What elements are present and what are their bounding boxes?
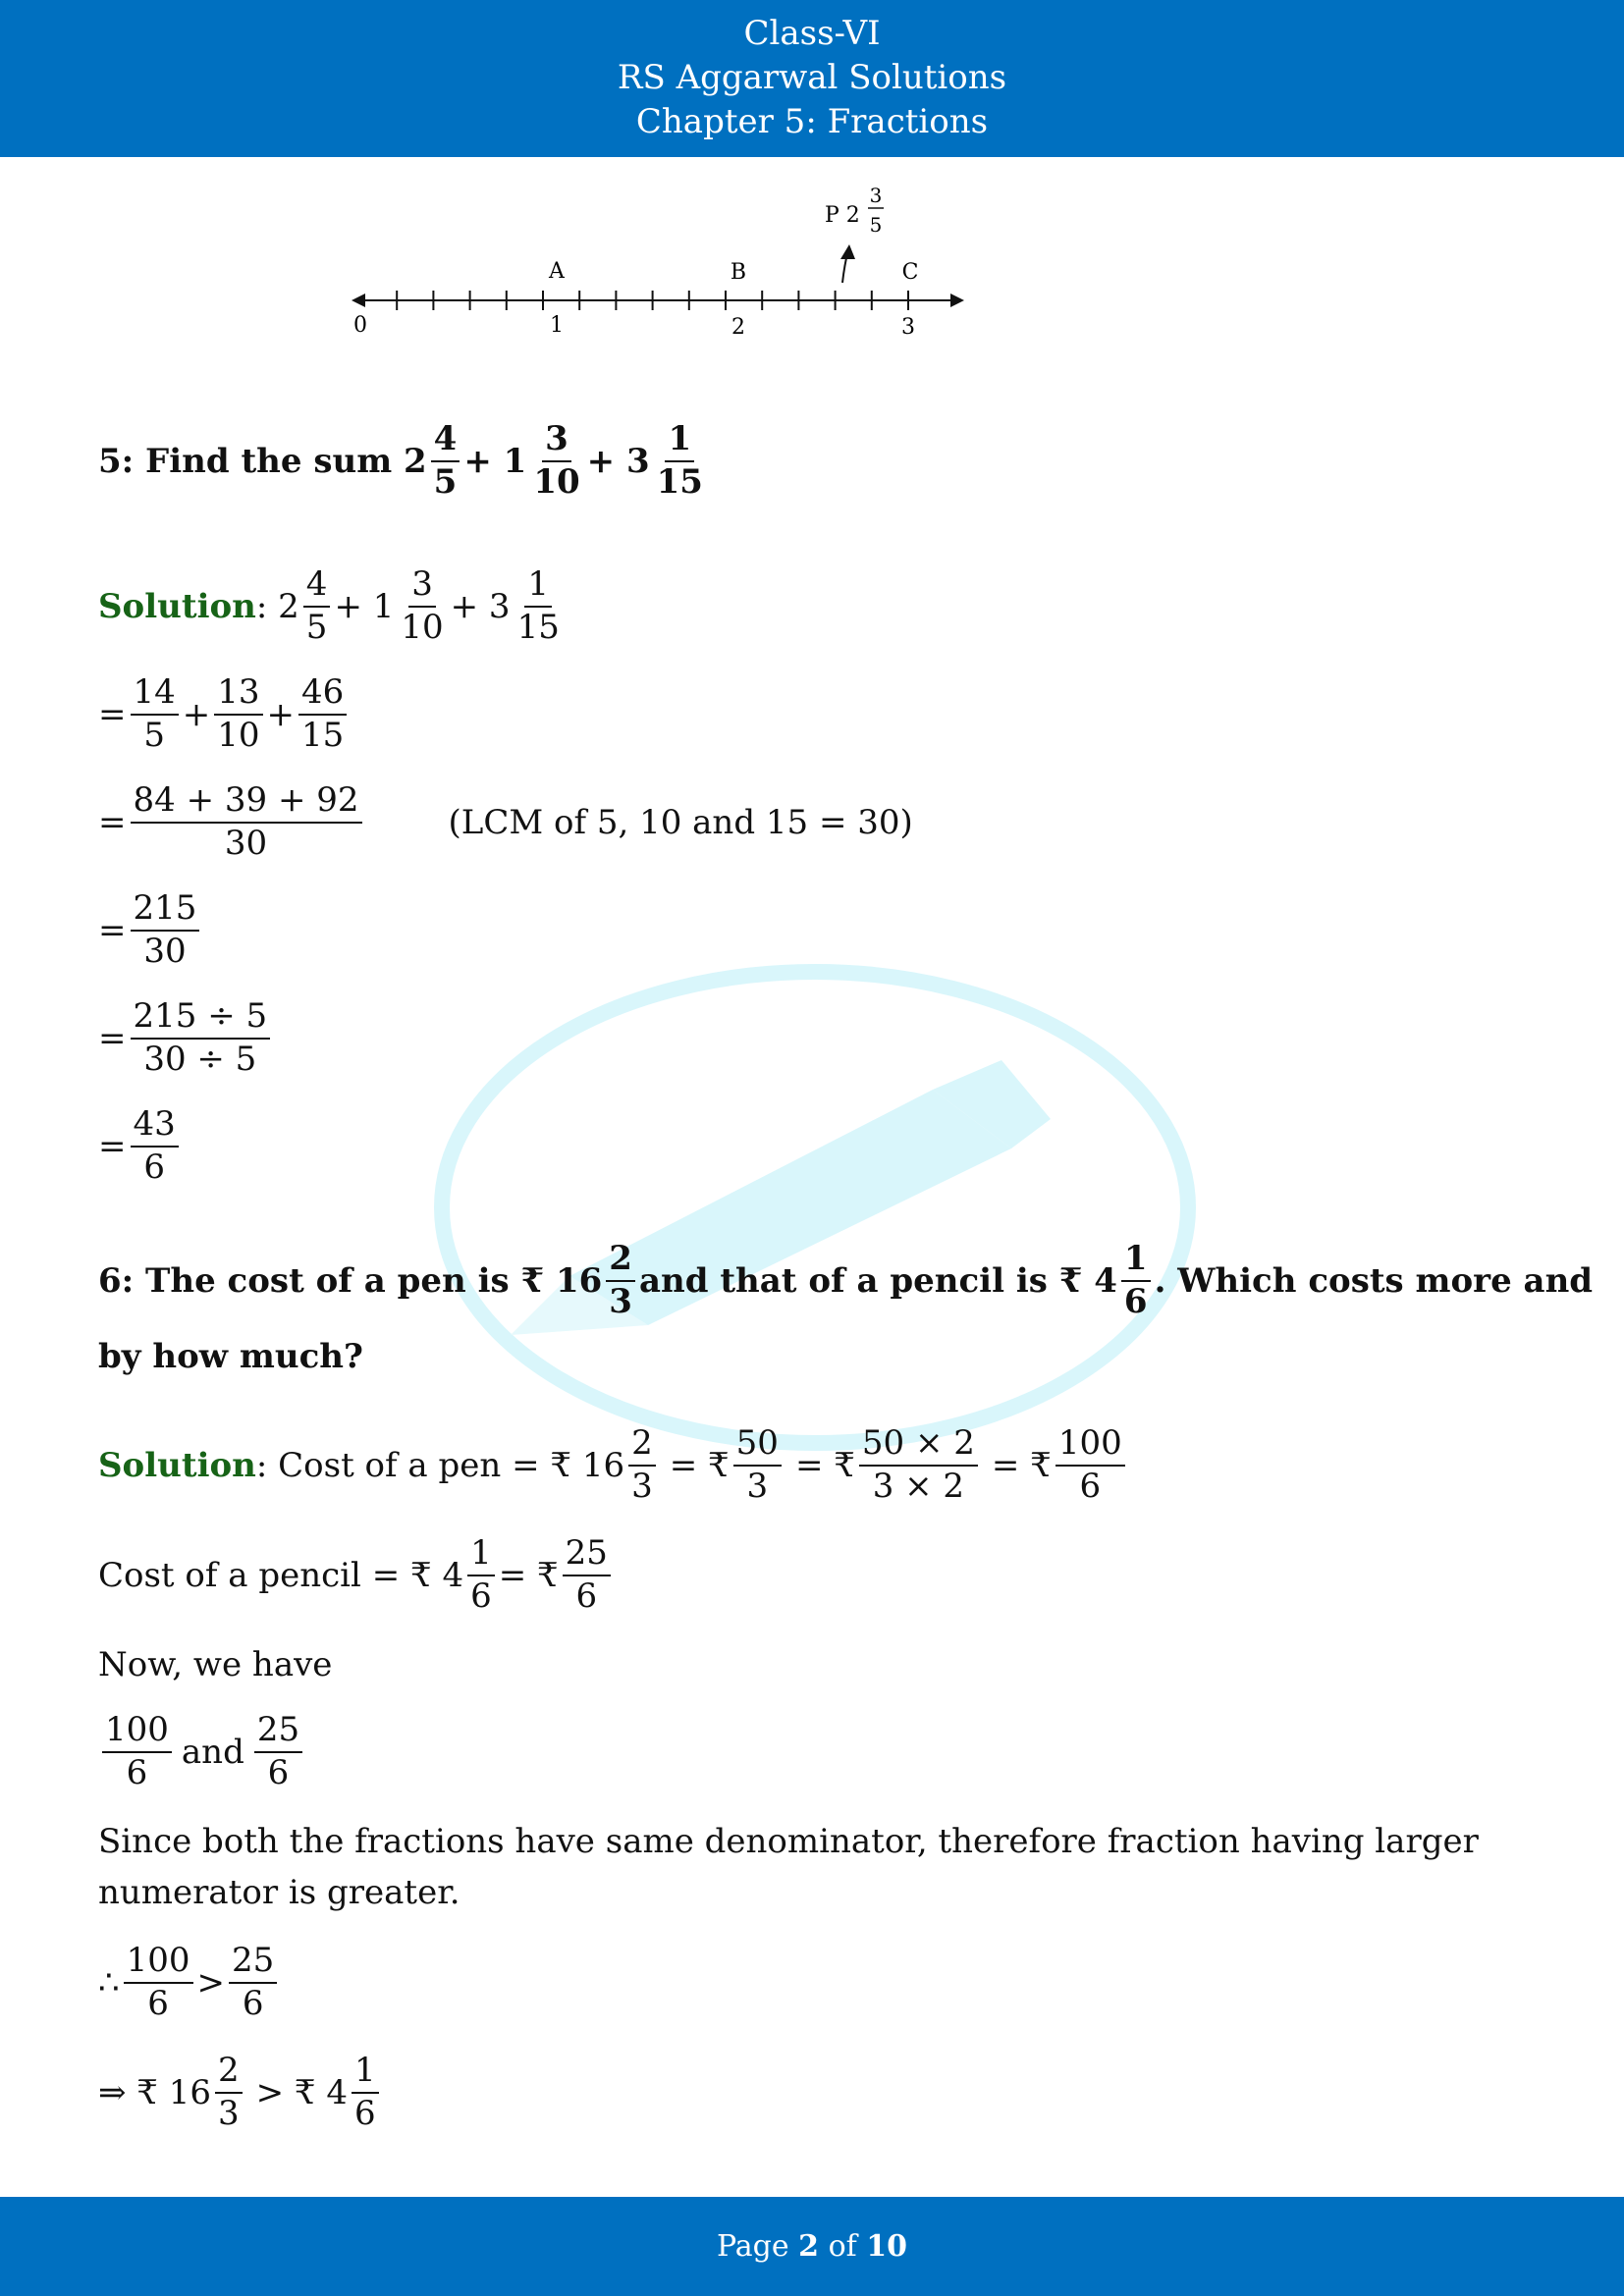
s5-fraction-1: $\frac{4}{5}$ [303, 567, 331, 645]
q5-fraction-1: $\frac{4}{5}$ [431, 422, 460, 500]
q5-fraction-3: $\frac{1}{15}$ [656, 419, 703, 502]
q6-text-4: by how much? [98, 1337, 363, 1376]
s5-l3-fraction: $\frac{84 + 39 + 92}{30}$ [131, 783, 362, 861]
s5-line-1 [98, 564, 567, 647]
s6-result-fraction-1: $\frac{100}{6}$ [124, 1944, 193, 2021]
question-6-line-2 [98, 1337, 363, 1376]
s6-compare-fraction-2: $\frac{25}{6}$ [254, 1713, 302, 1790]
s6-line-6 [98, 1941, 281, 2023]
study-path-watermark-logo [422, 962, 1208, 1472]
q5-fraction-2: $\frac{3}{10}$ [533, 419, 580, 502]
point-label-b: B [730, 260, 747, 285]
header-chapter: Chapter 5: Fractions [635, 102, 989, 141]
q6-text-2: and that of a pencil is ₹ 4 [638, 1260, 1117, 1301]
footer-current-page: 2 [798, 2229, 820, 2264]
therefore-sign: ∴ [98, 1962, 120, 2002]
s5-line-2 [98, 672, 351, 755]
s6-fraction-2: $\frac{50}{3}$ [733, 1426, 782, 1504]
s6-result-fraction-2: $\frac{25}{6}$ [229, 1944, 277, 2021]
tick-label-3: 3 [901, 315, 915, 340]
q5-plus-2: + 3 [586, 441, 650, 481]
s5-line-4 [98, 888, 203, 971]
s5-l5-fraction: $\frac{215 \div 5}{30 \div 5}$ [131, 999, 271, 1077]
s6-line-1 [98, 1423, 1129, 1506]
s5-l2-fraction-2: $\frac{13}{10}$ [214, 675, 262, 753]
equals-sign: = [98, 1018, 127, 1058]
tick-label-0: 0 [353, 313, 367, 338]
s6-eq: = ₹ [669, 1445, 730, 1485]
equals-sign: = [98, 694, 127, 734]
point-p-denominator: 5 [869, 213, 883, 237]
footer-total-pages: 10 [866, 2229, 908, 2264]
q6-fraction-2: $\frac{1}{6}$ [1121, 1242, 1151, 1319]
equals-sign: = [98, 910, 127, 950]
greater-text: > ₹ 4 [255, 2072, 349, 2112]
q5-plus-1: + 1 [463, 441, 527, 481]
s6-final-fraction-2: $\frac{1}{6}$ [352, 2054, 379, 2131]
s6-final-fraction-1: $\frac{2}{3}$ [215, 2054, 243, 2131]
q6-fraction-1: $\frac{2}{3}$ [606, 1242, 635, 1319]
s6-eq: = ₹ [498, 1555, 559, 1595]
point-label-c: C [901, 260, 919, 285]
solution-label: Solution [98, 1445, 256, 1485]
tick-label-2: 2 [731, 315, 745, 340]
s5-line-3 [98, 780, 913, 863]
s5-l2-fraction-3: $\frac{46}{15}$ [298, 675, 347, 753]
s6-and: and [181, 1732, 244, 1772]
s6-line-7 [98, 2051, 383, 2133]
s5-l4-fraction: $\frac{215}{30}$ [131, 891, 200, 969]
s6-pencil-fraction-2: $\frac{25}{6}$ [563, 1536, 611, 1614]
s5-l2-fraction-1: $\frac{14}{5}$ [131, 675, 179, 753]
plus-sign: + [182, 694, 211, 734]
s5-fraction-2: $\frac{3}{10}$ [401, 564, 444, 647]
q6-number: 6 [98, 1260, 122, 1301]
question-5 [98, 419, 710, 502]
plus-sign: + [266, 694, 296, 734]
s6-pen-fraction: $\frac{2}{3}$ [628, 1426, 656, 1504]
q6-text-3: . Which costs more and [1154, 1260, 1594, 1301]
q5-number: 5 [98, 441, 122, 481]
implies-text: ⇒ ₹ 16 [98, 2072, 211, 2112]
s5-l6-fraction: $\frac{43}{6}$ [131, 1107, 179, 1185]
s6-pencil-fraction: $\frac{1}{6}$ [467, 1536, 495, 1614]
s6-eq: = ₹ [991, 1445, 1052, 1485]
solution-label: Solution [98, 586, 256, 626]
page-footer [0, 2197, 1624, 2296]
point-p-label: P 2 [825, 203, 860, 228]
page-header [0, 0, 1624, 157]
question-6 [98, 1239, 1594, 1321]
point-label-a: A [549, 259, 565, 284]
number-line [334, 167, 982, 353]
s5-line-5 [98, 996, 274, 1079]
s6-line-3: Now, we have [98, 1645, 333, 1684]
s6-line-5: Since both the fractions have same denominator, therefore fraction having larger numerator is greater. [98, 1822, 1479, 1912]
footer-of-word: of [819, 2229, 867, 2264]
q5-text: : Find the sum 2 [121, 441, 427, 481]
s5-fraction-3: $\frac{1}{15}$ [516, 564, 560, 647]
q6-text-1: : The cost of a pen is ₹ 16 [121, 1260, 603, 1301]
header-book: RS Aggarwal Solutions [617, 58, 1007, 97]
s6-line-2 [98, 1533, 615, 1616]
s6-compare-fraction-1: $\frac{100}{6}$ [102, 1713, 172, 1790]
s6-eq: = ₹ [794, 1445, 855, 1485]
header-class: Class-VI [743, 14, 881, 53]
greater-sign: > [196, 1962, 226, 2002]
s5-start: : 2 [255, 586, 299, 626]
s5-plus-1: + 1 [334, 586, 395, 626]
s6-pencil-text: Cost of a pencil = ₹ 4 [98, 1555, 464, 1595]
s6-fraction-4: $\frac{100}{6}$ [1056, 1426, 1125, 1504]
s6-text: : Cost of a pen = ₹ 16 [255, 1445, 625, 1485]
s6-fraction-3: $\frac{50 \times 2}{3 \times 2}$ [859, 1426, 978, 1504]
lcm-note: (LCM of 5, 10 and 15 = 30) [448, 802, 913, 842]
point-p-numerator: 3 [869, 184, 883, 207]
s5-line-6 [98, 1104, 183, 1187]
footer-page-word: Page [716, 2229, 799, 2264]
tick-label-1: 1 [550, 313, 564, 338]
equals-sign: = [98, 802, 127, 842]
equals-sign: = [98, 1126, 127, 1166]
s6-line-4 [98, 1710, 306, 1792]
s5-plus-2: + 3 [450, 586, 511, 626]
